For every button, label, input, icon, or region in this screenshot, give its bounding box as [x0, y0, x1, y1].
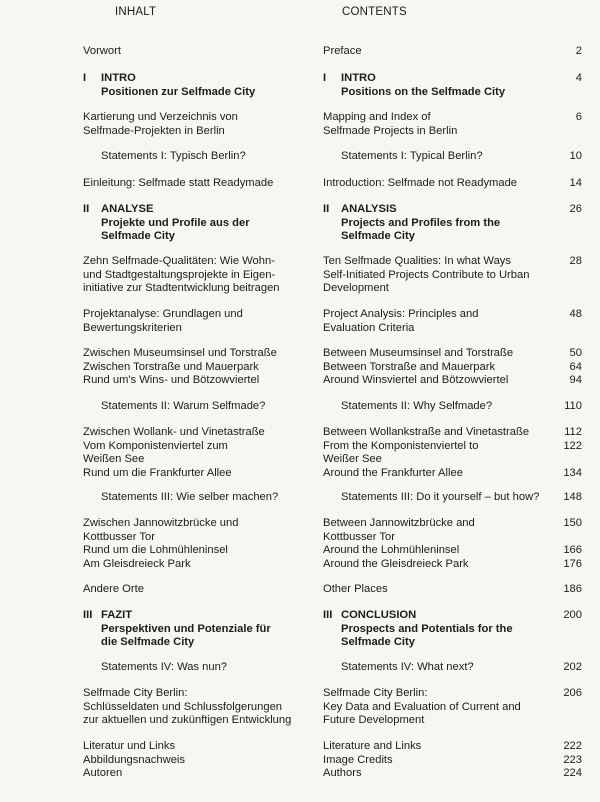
statements-title: Statements II: Warum Selfmade?: [101, 400, 266, 412]
page-numbers: [538, 111, 582, 125]
page-number: 176: [563, 557, 582, 570]
entry-title: Between Jannowitzbrücke and: [323, 517, 475, 529]
toc-entry-english: [323, 111, 533, 138]
toc-entry-german: [83, 45, 308, 59]
page-numbers: [538, 45, 582, 59]
section-subtitle: Projects and Profiles from the: [341, 216, 501, 229]
entry-title: Key Data and Evaluation of Current and: [323, 700, 521, 713]
toc-entry-english: [323, 347, 533, 388]
entry-title: Mapping and Index of: [323, 111, 431, 123]
entry-title: Around the Frankfurter Allee: [323, 466, 463, 479]
entry-title: Development: [323, 282, 389, 294]
page-numbers: [538, 203, 582, 217]
toc-entry-german: [83, 661, 308, 675]
section-subtitle: Positionen zur Selfmade City: [101, 85, 256, 98]
page-number: 64: [569, 360, 582, 373]
statements-title: Statements I: Typical Berlin?: [341, 150, 483, 162]
entry-title: Kottbusser Tor: [83, 530, 155, 543]
page-numbers: [538, 661, 582, 675]
toc-entry-german: [83, 740, 308, 781]
toc-entry-english: [323, 661, 533, 675]
entry-title: und Stadtgestaltungsprojekte in Eigen-: [83, 268, 276, 281]
entry-title: Projektanalyse: Grundlagen und: [83, 308, 243, 320]
page-number: 26: [569, 203, 582, 215]
page-number: 122: [563, 439, 582, 452]
page-numbers: [538, 72, 582, 86]
entry-title: Selfmade City Berlin:: [83, 687, 188, 699]
entry-title: Image Credits: [323, 753, 393, 766]
section-heading: [83, 609, 308, 650]
toc-entry-german: [83, 72, 308, 99]
toc-entry-english: [323, 491, 540, 505]
page-number: 166: [563, 544, 582, 556]
toc-entry-english: [323, 583, 533, 597]
entry-title: Autoren: [83, 767, 123, 779]
entry-title: Rund um's Wins- und Bötzowviertel: [83, 374, 260, 386]
section-number: III: [323, 609, 333, 621]
section-number: I: [323, 72, 327, 84]
toc-entry-english: [323, 255, 533, 296]
page-number: 2: [575, 45, 582, 57]
page-numbers: [538, 583, 582, 597]
entry-title: zur aktuellen und zukünftigen Entwicklung: [83, 714, 292, 726]
entry-title: From the Komponistenviertel to: [323, 439, 479, 452]
page-numbers: [538, 491, 582, 505]
toc-entry-german: [83, 517, 308, 571]
section-name: ANALYSE: [101, 203, 154, 215]
entry-title: Am Gleisdreieck Park: [83, 557, 191, 570]
section-number: II: [323, 203, 330, 215]
section-number: I: [83, 72, 87, 84]
entry-title: Other Places: [323, 583, 388, 595]
section-subtitle: Perspektiven und Potenziale für: [101, 622, 271, 635]
entry-title: Authors: [323, 767, 362, 779]
page-number: 150: [563, 517, 582, 529]
section-subtitle: Selfmade City: [341, 636, 415, 648]
page-number: 206: [563, 687, 582, 699]
section-number: III: [83, 609, 93, 621]
entry-title: Zwischen Museumsinsel und Torstraße: [83, 347, 277, 359]
statements-title: Statements II: Why Selfmade?: [341, 400, 493, 412]
contents-heading-english: CONTENTS: [342, 6, 407, 18]
page-number: 112: [564, 426, 582, 438]
toc-entry-german: [83, 255, 308, 296]
section-subtitle: Selfmade City: [101, 230, 175, 242]
entry-title: Zwischen Wollank- und Vinetastraße: [83, 426, 265, 438]
toc-entry-english: [323, 400, 533, 414]
section-name: CONCLUSION: [341, 609, 417, 621]
statements-title: Statements IV: Was nun?: [101, 661, 228, 673]
section-subtitle: Prospects and Potentials for the: [341, 622, 513, 635]
section-title: [341, 72, 505, 99]
page-number: 94: [569, 374, 582, 386]
entry-title: Selfmade Projects in Berlin: [323, 124, 458, 137]
statements-title: Statements III: Wie selber machen?: [101, 491, 279, 503]
entry-title: Evaluation Criteria: [323, 321, 415, 334]
page-number: 224: [563, 767, 582, 779]
entry-title: Project Analysis: Principles and: [323, 308, 479, 320]
toc-entry-german: [83, 347, 308, 388]
entry-title: Literature and Links: [323, 740, 422, 752]
entry-title: Abbildungsnachweis: [83, 753, 185, 766]
entry-title: Around Winsviertel and Bötzowviertel: [323, 374, 509, 386]
entry-title: Introduction: Selfmade not Readymade: [323, 177, 518, 189]
page-number: 148: [563, 491, 582, 503]
toc-entry-german: [83, 308, 308, 335]
page-numbers: [538, 150, 582, 164]
entry-title: Between Wollankstraße and Vinetastraße: [323, 426, 530, 438]
page-numbers: [538, 400, 582, 414]
entry-title: Self-Initiated Projects Contribute to Urban: [323, 268, 530, 281]
page-number: [538, 531, 582, 545]
page-number: 6: [575, 111, 582, 123]
page-numbers: [538, 308, 582, 322]
section-heading: [83, 72, 308, 99]
page-number: 110: [564, 400, 582, 412]
toc-entry-english: [323, 45, 533, 59]
entry-title: Around the Lohmühleninsel: [323, 544, 460, 556]
entry-title: Vorwort: [83, 45, 121, 57]
entry-title: Preface: [323, 45, 362, 57]
toc-entry-german: [83, 583, 308, 597]
statements-title: Statements III: Do it yourself – but how?: [341, 491, 540, 503]
page-number: 186: [563, 583, 582, 595]
entry-title: Selfmade-Projekten in Berlin: [83, 124, 225, 137]
toc-entry-german: [83, 400, 308, 414]
entry-title: initiative zur Stadtentwicklung beitragen: [83, 282, 280, 294]
page-number: 4: [575, 72, 582, 84]
section-title: [101, 72, 255, 99]
page-numbers: [538, 255, 582, 269]
section-subtitle: Projekte und Profile aus der: [101, 216, 250, 229]
page-number: 200: [563, 609, 582, 621]
page-number: 28: [569, 255, 582, 267]
section-title: [341, 203, 500, 244]
section-heading: [323, 72, 533, 99]
page-number: 48: [569, 308, 582, 320]
page-number: 10: [569, 150, 582, 162]
section-name: INTRO: [341, 72, 376, 84]
toc-entry-english: [323, 687, 533, 728]
entry-title: Kottbusser Tor: [323, 530, 395, 543]
toc-entry-german: [83, 111, 308, 138]
contents-heading-german: INHALT: [115, 6, 157, 18]
page-numbers: [538, 517, 582, 571]
entry-title: Literatur und Links: [83, 740, 176, 752]
toc-entry-english: [323, 517, 533, 571]
entry-title: Zehn Selfmade-Qualitäten: Wie Wohn-: [83, 255, 275, 267]
entry-title: Between Torstraße and Mauerpark: [323, 360, 496, 373]
entry-title: Kartierung und Verzeichnis von: [83, 111, 238, 123]
entry-title: Between Museumsinsel and Torstraße: [323, 347, 514, 359]
entry-title: Selfmade City Berlin:: [323, 687, 428, 699]
page-number: 50: [569, 347, 582, 359]
page-numbers: [538, 740, 582, 781]
section-heading: [323, 609, 533, 650]
entry-title: Rund um die Lohmühleninsel: [83, 544, 228, 556]
entry-title: Zwischen Jannowitzbrücke und: [83, 517, 239, 529]
toc-entry-english: [323, 609, 533, 650]
toc-entry-german: [83, 609, 308, 650]
toc-entry-german: [83, 177, 308, 191]
entry-title: Zwischen Torstraße und Mauerpark: [83, 360, 259, 373]
section-name: FAZIT: [101, 609, 133, 621]
section-heading: [83, 203, 308, 244]
entry-title: Vom Komponistenviertel zum: [83, 439, 228, 452]
section-name: INTRO: [101, 72, 136, 84]
page-numbers: [538, 426, 582, 480]
toc-entry-english: [323, 203, 533, 244]
toc-entry-german: [83, 687, 308, 728]
entry-title: Einleitung: Selfmade statt Readymade: [83, 177, 274, 189]
section-subtitle: die Selfmade City: [101, 636, 195, 648]
page-number: 202: [563, 661, 582, 673]
entry-title: Ten Selfmade Qualities: In what Ways: [323, 255, 511, 267]
page-number: 14: [569, 177, 582, 189]
page-numbers: [538, 177, 582, 191]
statements-title: Statements I: Typisch Berlin?: [101, 150, 246, 162]
toc-entry-english: [323, 308, 533, 335]
page-number: 134: [563, 466, 582, 479]
toc-entry-english: [323, 740, 533, 781]
section-title: [341, 609, 513, 650]
toc-entry-english: [323, 150, 533, 164]
section-title: [101, 203, 250, 244]
entry-title: Weißen See: [83, 453, 145, 465]
page-number: 223: [563, 753, 582, 766]
toc-entry-english: [323, 426, 533, 480]
statements-title: Statements IV: What next?: [341, 661, 474, 673]
section-subtitle: Selfmade City: [341, 230, 415, 242]
entry-title: Weißer See: [323, 453, 382, 465]
page-numbers: [538, 347, 582, 388]
toc-entry-english: [323, 72, 533, 99]
page-numbers: [538, 687, 582, 701]
section-title: [101, 609, 271, 650]
page-numbers: [538, 609, 582, 623]
section-name: ANALYSIS: [341, 203, 397, 215]
entry-title: Around the Gleisdreieck Park: [323, 557, 469, 570]
toc-entry-german: [83, 426, 308, 480]
section-number: II: [83, 203, 90, 215]
toc-entry-german: [83, 150, 308, 164]
entry-title: Schlüsseldaten und Schlussfolgerungen: [83, 700, 283, 713]
toc-entry-german: [83, 491, 308, 505]
section-subtitle: Positions on the Selfmade City: [341, 85, 506, 98]
entry-title: Andere Orte: [83, 583, 144, 595]
page-number: 222: [563, 740, 582, 752]
toc-entry-english: [323, 177, 533, 191]
section-heading: [323, 203, 533, 244]
page-number: [538, 453, 582, 467]
entry-title: Rund um die Frankfurter Allee: [83, 466, 232, 479]
toc-entry-german: [83, 203, 308, 244]
entry-title: Future Development: [323, 714, 425, 726]
entry-title: Bewertungskriterien: [83, 321, 182, 334]
